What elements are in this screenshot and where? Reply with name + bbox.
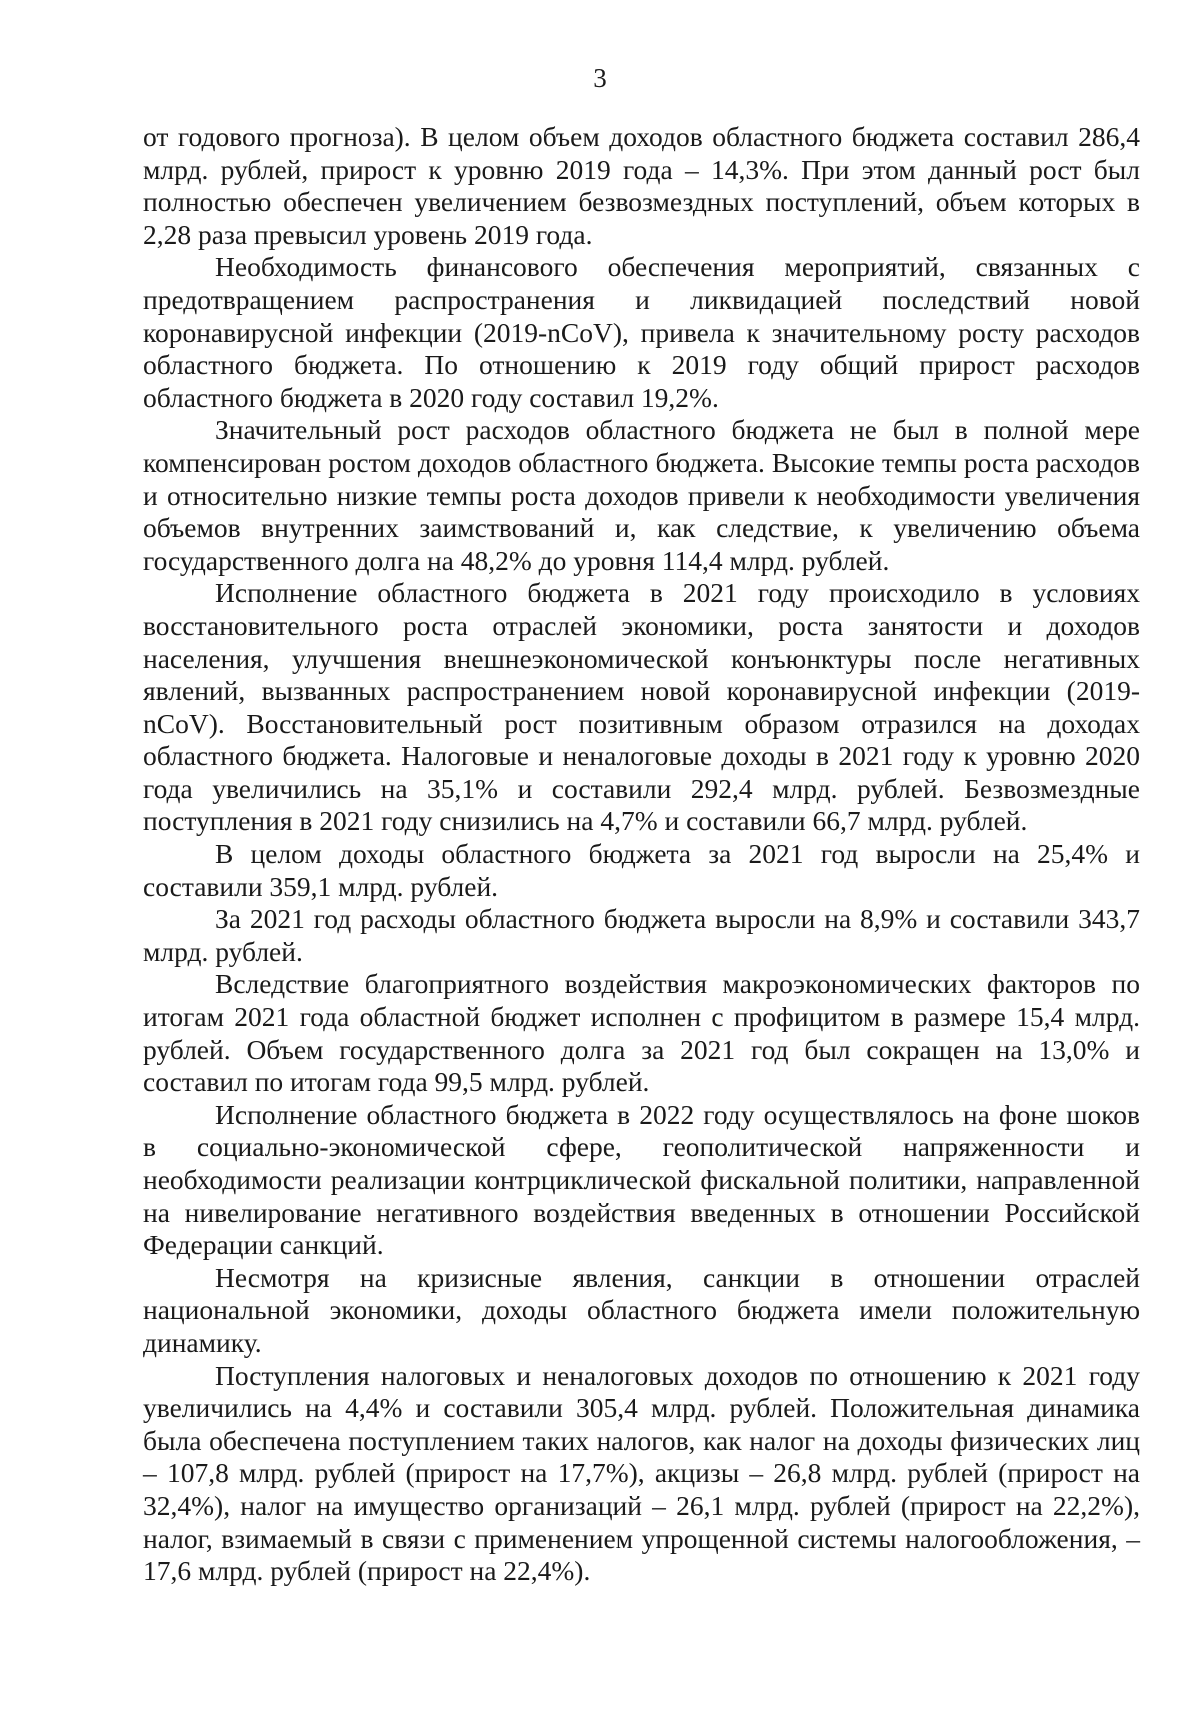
paragraph-2021-income: В целом доходы областного бюджета за 2021 год выросли на 25,4% и составили 359,1 млрд. рублей. <box>143 838 1140 902</box>
paragraph-2021-recovery: Исполнение областного бюджета в 2021 году происходило в условиях восстановительного роста отраслей экономики, роста занятости и доходов населения, улучшения внешнеэкономической конъюнктуры после негативных явлений, вызванных распространением новой коронавирусной инфекции (2019-nCoV). Восстановительный рост позитивным образом отразился на доходах областного бюджета. Налоговые и неналоговые доходы в 2021 году к уровню 2020 года увеличились на 35,1% и составили 292,4 млрд. рублей. Безвозмездные поступления в 2021 году снизились на 4,7% и составили 66,7 млрд. рублей. <box>143 577 1140 837</box>
paragraph-2022-shocks: Исполнение областного бюджета в 2022 году осуществлялось на фоне шоков в социально-экономической сфере, геополитической напряженности и необходимости реализации контрциклической фискальной политики, направленной на нивелирование негативного воздействия введенных в отношении Российской Федерации санкций. <box>143 1098 1140 1261</box>
page-number: 3 <box>593 63 607 93</box>
document-body <box>143 121 1140 1588</box>
paragraph-2022-tax-income: Поступления налоговых и неналоговых доходов по отношению к 2021 году увеличились на 4,4% и составили 305,4 млрд. рублей. Положительная динамика была обеспечена поступлением таких налогов, как налог на доходы физических лиц – 107,8 млрд. рублей (прирост на 17,7%), акцизы – 26,8 млрд. рублей (прирост на 32,4%), налог на имущество организаций – 26,1 млрд. рублей (прирост на 22,2%), налог, взимаемый в связи с применением упрощенной системы налогообложения, – 17,6 млрд. рублей (прирост на 22,4%). <box>143 1359 1140 1587</box>
paragraph-covid-expenses: Необходимость финансового обеспечения мероприятий, связанных с предотвращением распространения и ликвидацией последствий новой коронавирусной инфекции (2019-nCoV), привела к значительному росту расходов областного бюджета. По отношению к 2019 году общий прирост расходов областного бюджета в 2020 году составил 19,2%. <box>143 251 1140 413</box>
paragraph-2021-surplus: Вследствие благоприятного воздействия макроэкономических факторов по итогам 2021 года областной бюджет исполнен с профицитом в размере 15,4 млрд. рублей. Объем государственного долга за 2021 год был сокращен на 13,0% и составил по итогам года 99,5 млрд. рублей. <box>143 968 1140 1098</box>
paragraph-2021-expenses: За 2021 год расходы областного бюджета выросли на 8,9% и составили 343,7 млрд. рублей. <box>143 903 1140 967</box>
paragraph-2022-dynamics: Несмотря на кризисные явления, санкции в отношении отраслей национальной экономики, доходы областного бюджета имели положительную динамику. <box>143 1261 1140 1358</box>
paragraph-continuation: от годового прогноза). В целом объем доходов областного бюджета составил 286,4 млрд. рублей, прирост к уровню 2019 года – 14,3%. При этом данный рост был полностью обеспечен увеличением безвозмездных поступлений, объем которых в 2,28 раза превысил уровень 2019 года. <box>143 121 1140 250</box>
paragraph-debt-growth: Значительный рост расходов областного бюджета не был в полной мере компенсирован ростом доходов областного бюджета. Высокие темпы роста расходов и относительно низкие темпы роста доходов привели к необходимости увеличения объемов внутренних заимствований и, как следствие, к увеличению объема государственного долга на 48,2% до уровня 114,4 млрд. рублей. <box>143 414 1140 576</box>
